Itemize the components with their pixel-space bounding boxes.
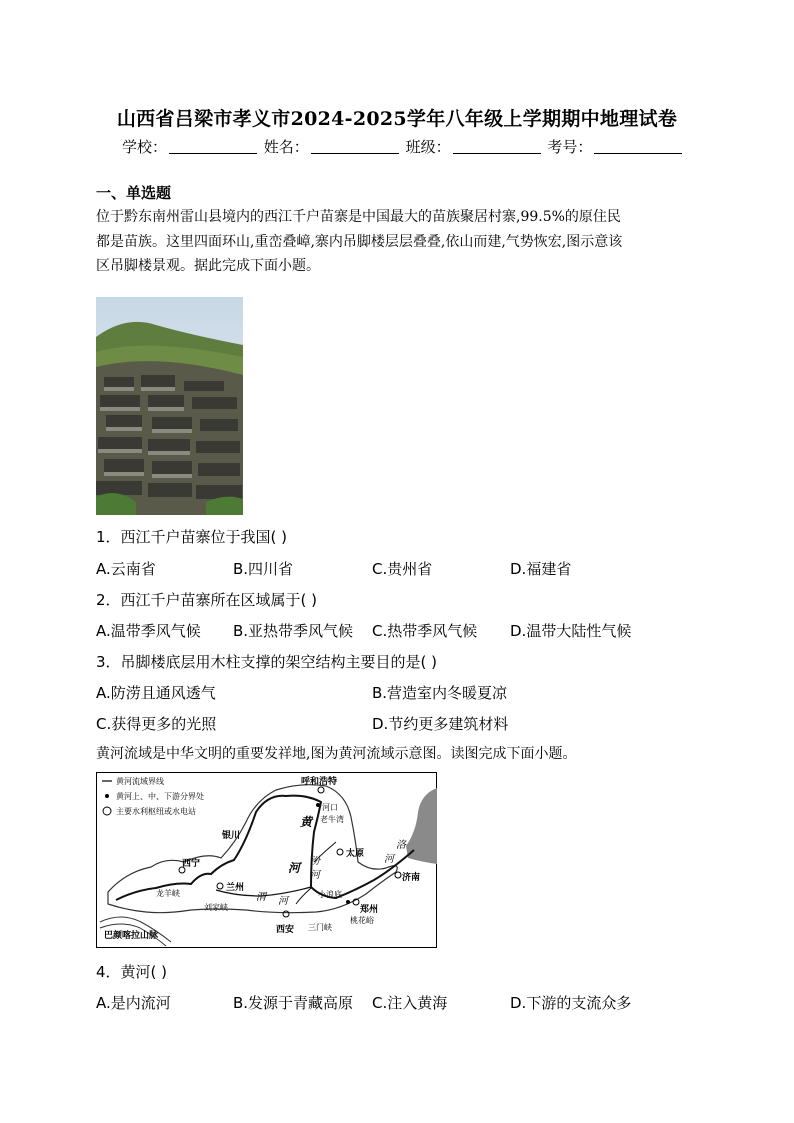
name-label: 姓名： bbox=[263, 138, 309, 156]
label-xian: 西安 bbox=[276, 925, 295, 935]
question-1: 1．西江千户苗寨位于我国( ) bbox=[96, 528, 288, 546]
label-liujiaxia: 刘家峡 bbox=[204, 903, 228, 912]
page-title: 山西省吕梁市孝义市2024-2025学年八年级上学期期中地理试卷 bbox=[116, 108, 678, 130]
label-river-luo: 洛 bbox=[396, 840, 406, 851]
school-blank[interactable] bbox=[169, 139, 257, 154]
yellow-river-map bbox=[96, 772, 437, 948]
label-river-fen: 汾 bbox=[310, 856, 320, 867]
q3-option-a[interactable]: A.防涝且通风透气 bbox=[96, 684, 216, 702]
label-laoniuwan: 老牛湾 bbox=[320, 815, 344, 824]
legend-hydropower: 主要水利枢纽或水电站 bbox=[116, 807, 196, 816]
passage-1-line: 位于黔东南州雷山县境内的西江千户苗寨是中国最大的苗族聚居村寨,99.5%的原住民 bbox=[96, 209, 621, 225]
name-blank[interactable] bbox=[311, 139, 399, 154]
q4-option-c[interactable]: C.注入黄海 bbox=[372, 994, 448, 1012]
q2-option-a[interactable]: A.温带季风气候 bbox=[96, 622, 201, 640]
question-2: 2．西江千户苗寨所在区域属于( ) bbox=[96, 591, 318, 609]
class-blank[interactable] bbox=[453, 139, 541, 154]
label-river-huang: 黄 bbox=[300, 815, 313, 829]
label-river-wei-he: 河 bbox=[278, 896, 288, 907]
q2-option-c[interactable]: C.热带季风气候 bbox=[372, 622, 478, 640]
label-sanmenxia: 三门峡 bbox=[308, 923, 332, 932]
label-zhengzhou: 郑州 bbox=[360, 905, 379, 915]
legend-boundary: 黄河流域界线 bbox=[116, 777, 164, 786]
q4-option-b[interactable]: B.发源于青藏高原 bbox=[233, 994, 354, 1012]
school-label: 学校： bbox=[122, 138, 168, 156]
label-river-wei: 渭 bbox=[256, 892, 266, 903]
passage-1-line: 都是苗族。这里四面环山,重峦叠嶂,寨内吊脚楼层层叠叠,依山而建,气势恢宏,图示意该 bbox=[96, 233, 623, 250]
q3-option-b[interactable]: B.营造室内冬暖夏凉 bbox=[372, 684, 508, 702]
class-label: 班级： bbox=[405, 138, 451, 156]
label-hohhot: 呼和浩特 bbox=[301, 777, 338, 787]
student-info-row bbox=[122, 136, 684, 157]
section-title: 一、单选题 bbox=[96, 184, 172, 202]
label-taohuayu: 桃花峪 bbox=[350, 916, 374, 925]
label-xining: 西宁 bbox=[182, 859, 201, 869]
q1-option-b[interactable]: B.四川省 bbox=[233, 560, 294, 578]
q1-option-d[interactable]: D.福建省 bbox=[510, 560, 572, 578]
label-yinchuan: 银川 bbox=[222, 831, 241, 841]
question-3: 3．吊脚楼底层用木柱支撑的架空结构主要目的是( ) bbox=[96, 653, 438, 671]
label-jinan: 济南 bbox=[402, 873, 421, 883]
label-longyangxia: 龙羊峡 bbox=[156, 889, 180, 898]
passage-1-line: 区吊脚楼景观。据此完成下面小题。 bbox=[96, 258, 320, 274]
q4-option-a[interactable]: A.是内流河 bbox=[96, 994, 171, 1012]
stilt-house-photo bbox=[96, 297, 243, 515]
exam-number-label: 考号： bbox=[547, 138, 593, 156]
q3-option-c[interactable]: C.获得更多的光照 bbox=[96, 715, 217, 733]
label-bayan-har-mountains: 巴颜喀拉山脉 bbox=[104, 931, 159, 941]
legend-dividing-point: 黄河上、中、下游分界处 bbox=[116, 792, 204, 801]
label-river-fen-he: 河 bbox=[310, 870, 320, 881]
question-4: 4．黄河( ) bbox=[96, 963, 168, 981]
q1-option-a[interactable]: A.云南省 bbox=[96, 560, 156, 578]
label-taiyuan: 太原 bbox=[346, 849, 365, 859]
q1-option-c[interactable]: C.贵州省 bbox=[372, 560, 433, 578]
q4-option-d[interactable]: D.下游的支流众多 bbox=[510, 994, 632, 1012]
label-lanzhou: 兰州 bbox=[226, 883, 245, 893]
exam-number-blank[interactable] bbox=[594, 139, 682, 154]
passage-1 bbox=[96, 205, 702, 279]
q2-option-d[interactable]: D.温带大陆性气候 bbox=[510, 622, 632, 640]
passage-2: 黄河流域是中华文明的重要发祥地,图为黄河流域示意图。读图完成下面小题。 bbox=[96, 746, 577, 762]
label-xiaolangdi: 小浪底 bbox=[318, 890, 342, 899]
label-hekou: 河口 bbox=[322, 803, 338, 812]
q2-option-b[interactable]: B.亚热带季风气候 bbox=[233, 622, 354, 640]
label-river-he: 河 bbox=[288, 861, 301, 875]
q3-option-d[interactable]: D.节约更多建筑材料 bbox=[372, 715, 509, 733]
label-river-luo-he: 河 bbox=[384, 854, 394, 865]
